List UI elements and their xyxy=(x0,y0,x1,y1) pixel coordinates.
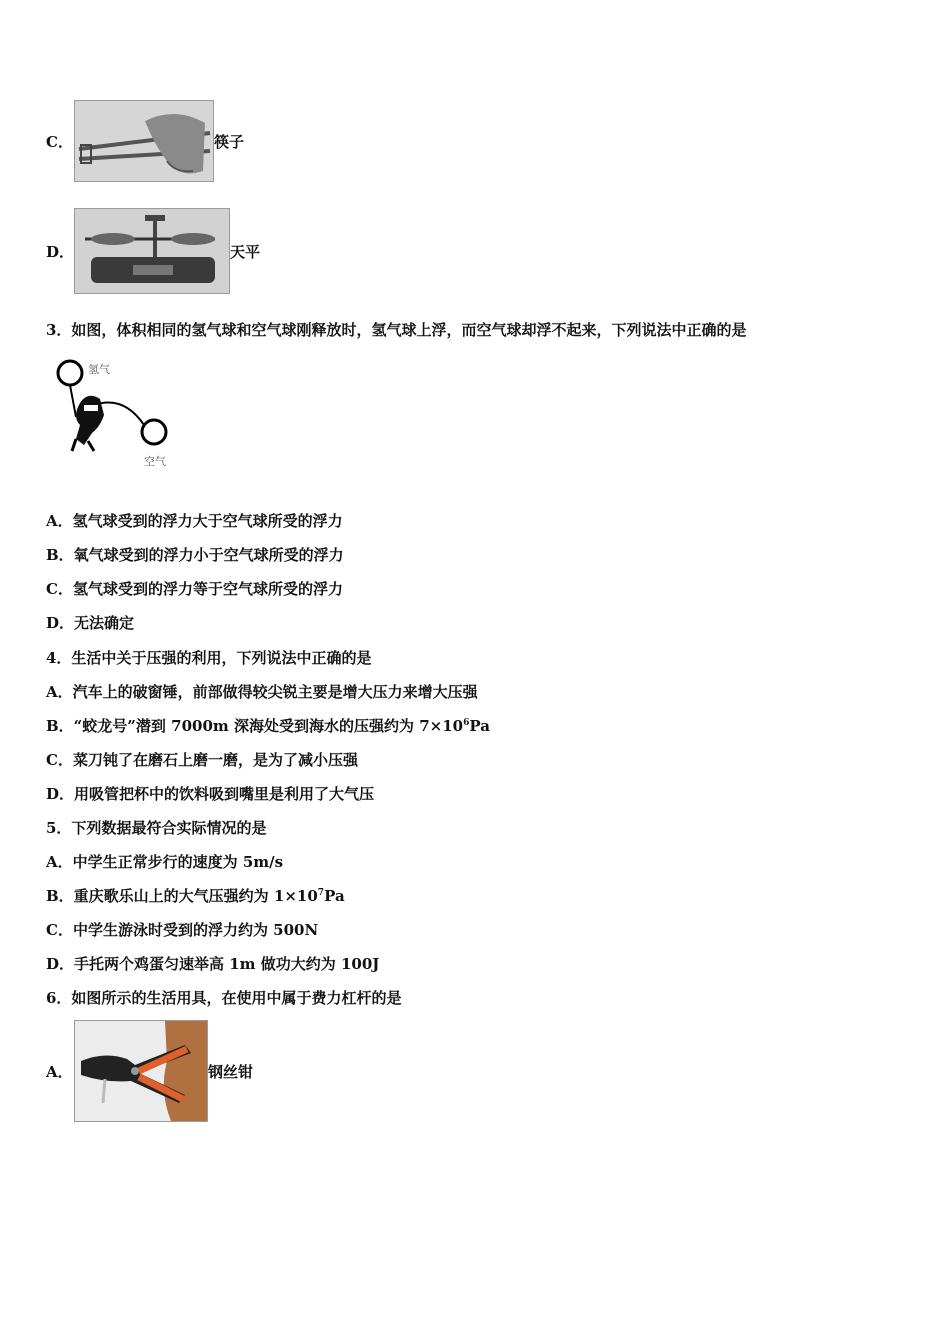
q4-stem: 4．生活中关于压强的利用，下列说法中正确的是 xyxy=(46,649,372,667)
chopsticks-photo-icon xyxy=(74,100,214,182)
q3-stem: 3．如图，体积相同的氢气球和空气球刚释放时，氢气球上浮，而空气球却浮不起来，下列说法中正确的是 xyxy=(46,321,747,339)
option-caption: 筷子 xyxy=(214,132,245,151)
q4-option-b xyxy=(46,716,490,736)
unit: Pa xyxy=(324,887,345,905)
q4-option-d: D．用吸管把杯中的饮料吸到嘴里是利用了大气压 xyxy=(46,785,375,803)
q6-option-a xyxy=(46,1020,253,1122)
wire-pliers-photo-icon xyxy=(74,1020,208,1122)
q3-option-d: D．无法确定 xyxy=(46,614,135,632)
balance-scale-photo-icon xyxy=(74,208,230,294)
q5-option-b xyxy=(46,886,345,906)
q5-option-c: C．中学生游泳时受到的浮力约为 500N xyxy=(46,921,319,939)
option-text: B．重庆歌乐山上的大气压强约为 1×10 xyxy=(46,887,318,905)
q3-option-b: B．氧气球受到的浮力小于空气球所受的浮力 xyxy=(46,546,344,564)
q3-option-c: C．氢气球受到的浮力等于空气球所受的浮力 xyxy=(46,580,343,598)
unit: Pa xyxy=(469,717,490,735)
q6-stem: 6．如图所示的生活用具，在使用中属于费力杠杆的是 xyxy=(46,989,402,1007)
q2-option-d xyxy=(46,208,260,294)
q2-option-c xyxy=(46,100,244,182)
option-letter: C． xyxy=(46,132,73,151)
option-caption: 钢丝钳 xyxy=(208,1062,254,1081)
exponent: 6 xyxy=(463,718,470,728)
option-text: B．“蛟龙号”潜到 7000m 深海处受到海水的压强约为 7×10 xyxy=(46,717,464,735)
q3-option-a: A．氢气球受到的浮力大于空气球所受的浮力 xyxy=(46,512,343,530)
option-letter: D． xyxy=(46,242,75,261)
air-label: 空气 xyxy=(144,455,166,468)
q4-option-a: A．汽车上的破窗锤，前部做得较尖锐主要是增大压力来增大压强 xyxy=(46,683,478,701)
balloons-figure xyxy=(54,355,176,470)
option-caption: 天平 xyxy=(230,242,261,261)
option-letter: A． xyxy=(46,1062,73,1081)
q4-option-c: C．菜刀钝了在磨石上磨一磨，是为了减小压强 xyxy=(46,751,358,769)
hydrogen-label: 氢气 xyxy=(88,363,110,376)
q5-stem: 5．下列数据最符合实际情况的是 xyxy=(46,819,267,837)
q5-option-d: D．手托两个鸡蛋匀速举高 1m 做功大约为 100J xyxy=(46,955,380,973)
q5-option-a: A．中学生正常步行的速度为 5m/s xyxy=(46,853,284,871)
exponent: 7 xyxy=(317,888,325,898)
